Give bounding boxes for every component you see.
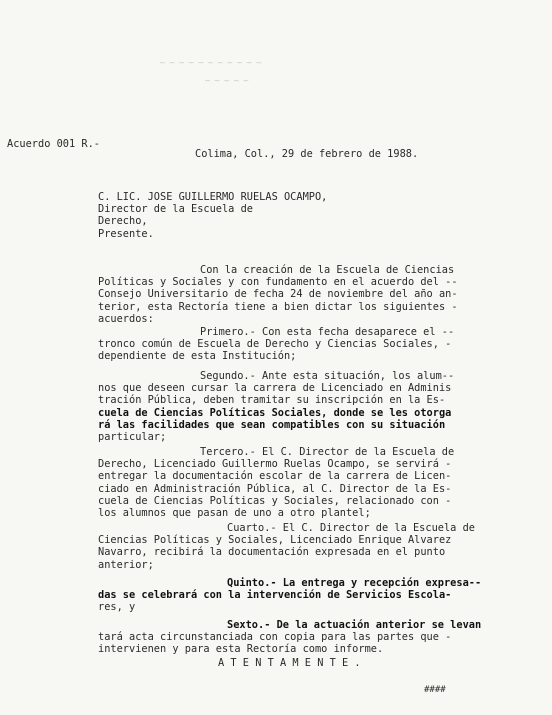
quinto-paragraph [98, 577, 481, 614]
paragraph-line: rá las facilidades que sean compatibles con su situación [98, 418, 446, 431]
footer-mark: #### [424, 685, 446, 695]
paragraph-line: Consejo Universitario de fecha 24 de noviembre del año an- [98, 288, 458, 301]
tercero-paragraph [98, 446, 454, 519]
paragraph-line: dependiente de esta Institución; [98, 350, 297, 363]
recipient-block [98, 191, 327, 240]
paragraph-line: res, y [98, 601, 136, 614]
paragraph-line: Derecho, Licenciado Guillermo Ruelas Ocampo, se servirá - [98, 458, 452, 471]
primero-paragraph [98, 326, 454, 363]
agreement-reference: Acuerdo 001 R.- [7, 138, 100, 150]
paragraph-line: Navarro, recibirá la documentación expresada en el punto [98, 546, 446, 559]
paragraph-line: Segundo.- Ante esta situación, los alum-- [200, 370, 455, 382]
recipient-line: Derecho, [98, 215, 148, 228]
recipient-line: Director de la Escuela de [98, 203, 253, 216]
cuarto-paragraph [98, 522, 475, 571]
paragraph-line: acuerdos: [98, 312, 154, 325]
paragraph-line: Primero.- Con esta fecha desaparece el -- [200, 326, 455, 338]
closing-salutation: A T E N T A M E N T E . [218, 657, 361, 669]
paragraph-line: intervienen y para esta Rectoría como informe. [98, 643, 384, 656]
paragraph-line: Tercero.- El C. Director de la Escuela de [200, 446, 455, 458]
paragraph-line: tración Pública, deben tramitar su inscripción en la Es- [98, 394, 446, 407]
paragraph-line: Con la creación de la Escuela de Ciencias [200, 264, 455, 276]
paragraph-line: Cuarto.- El C. Director de la Escuela de [227, 522, 475, 534]
paragraph-line: terior, esta Rectoría tiene a bien dictar los siguientes - [98, 300, 458, 313]
paragraph-line: Quinto.- La entrega y recepción expresa-- [227, 577, 482, 589]
letterhead-line-2: — — — — — [205, 76, 249, 85]
paragraph-line: cuela de Ciencias Políticas y Sociales, relacionado con - [98, 494, 452, 507]
paragraph-line: ciado en Administración Pública, al C. Director de la Es- [98, 482, 452, 495]
recipient-line: Presente. [98, 227, 154, 240]
paragraph-line: entregar la documentación escolar de la carrera de Licen- [98, 470, 452, 483]
paragraph-line: Sexto.- De la actuación anterior se levan [227, 619, 482, 631]
paragraph-line: Políticas y Sociales y con fundamento en el acuerdo del -- [98, 276, 458, 289]
letterhead-line-1: — — — — — — — — — — — [160, 58, 262, 67]
paragraph-line: particular; [98, 431, 167, 444]
paragraph-line: das se celebrará con la intervención de Servicios Escola- [98, 589, 452, 602]
recipient-line: C. LIC. JOSE GUILLERMO RUELAS OCAMPO, [98, 191, 328, 203]
sexto-paragraph [98, 619, 481, 656]
segundo-paragraph [98, 370, 454, 443]
paragraph-line: Ciencias Políticas y Sociales, Licenciado Enrique Alvarez [98, 534, 452, 547]
paragraph-line: tará acta circunstanciada con copia para las partes que - [98, 631, 452, 644]
paragraph-line: anterior; [98, 558, 154, 571]
date-line: Colima, Col., 29 de febrero de 1988. [195, 148, 419, 160]
paragraph-line: cuela de Ciencias Políticas Sociales, donde se les otorga [98, 406, 452, 419]
paragraph-line: nos que deseen cursar la carrera de Licenciado en Adminis [98, 382, 452, 395]
intro-paragraph [98, 264, 458, 325]
paragraph-line: los alumnos que pasan de uno a otro plantel; [98, 507, 371, 520]
paragraph-line: tronco común de Escuela de Derecho y Ciencias Sociales, - [98, 338, 452, 351]
